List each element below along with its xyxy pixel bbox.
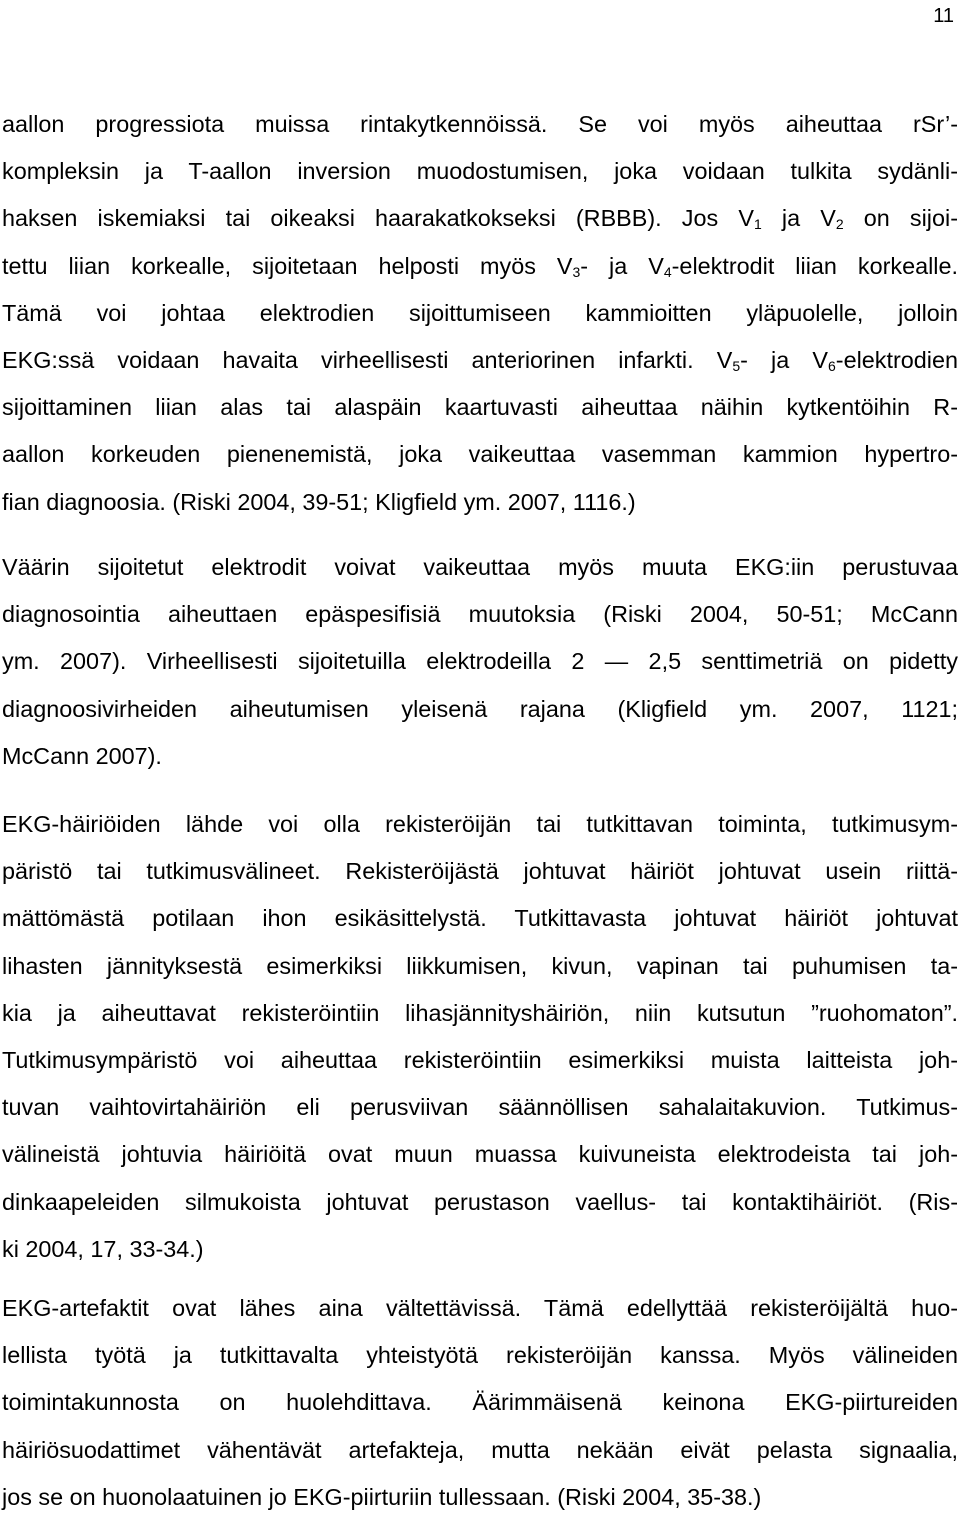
text-line: diagnoosivirheiden aiheutumisen yleisenä rajana (Kligfield ym. 2007, 1121; <box>2 695 958 722</box>
paragraph-3 <box>2 801 958 1273</box>
text-line: fian diagnoosia. (Riski 2004, 39-51; Kligfield ym. 2007, 1116.) <box>2 488 636 515</box>
text-line: lellista työtä ja tutkittavalta yhteistyötä rekisteröijän kanssa. Myös välineiden <box>2 1342 958 1369</box>
text-line: ki 2004, 17, 33-34.) <box>2 1235 204 1262</box>
text-line <box>2 337 958 384</box>
page-number: 11 <box>933 5 954 27</box>
text-segment: ja V <box>761 205 836 232</box>
text-line <box>2 243 958 290</box>
paragraph-1 <box>2 101 958 526</box>
text-line: päristö tai tutkimusvälineet. Rekisteröijästä johtuvat häiriöt johtuvat usein riittä- <box>2 858 958 885</box>
text-line: EKG-häiriöiden lähde voi olla rekisteröijän tai tutkittavan toiminta, tutkimusym- <box>2 811 958 837</box>
text-line <box>2 195 958 242</box>
text-line: kia ja aiheuttavat rekisteröintiin lihasjännityshäiriön, niin kutsutun ”ruohomaton”. <box>2 999 958 1026</box>
text-line: mättömästä potilaan ihon esikäsittelystä. Tutkittavasta johtuvat häiriöt johtuvat <box>2 905 958 932</box>
text-line: tuvan vaihtovirtahäiriön eli perusviivan säännöllisen sahalaitakuvion. Tutkimus- <box>2 1094 958 1121</box>
text-line: diagnosointia aiheuttaen epäspesifisiä muutoksia (Riski 2004, 50-51; McCann <box>2 601 958 628</box>
text-line: ym. 2007). Virheellisesti sijoitetuilla elektrodeilla 2 — 2,5 senttimetriä on pidetty <box>2 648 958 675</box>
text-segment: - ja V <box>740 346 828 373</box>
subscript: 3 <box>572 263 581 280</box>
text-line: aallon korkeuden pienenemistä, joka vaikeuttaa vasemman kammion hypertro- <box>2 441 958 468</box>
text-line: kompleksin ja T-aallon inversion muodostumisen, joka voidaan tulkita sydänli- <box>2 158 958 185</box>
text-segment: tettu liian korkealle, sijoitetaan helposti myös V <box>2 252 573 279</box>
text-segment: haksen iskemiaksi tai oikeaksi haarakatkokseksi (RBBB). Jos V <box>2 205 754 232</box>
subscript: 5 <box>732 357 741 374</box>
text-segment: - ja V <box>580 252 664 279</box>
paragraph-2 <box>2 544 958 780</box>
text-line: aallon progressiota muissa rintakytkennöissä. Se voi myös aiheuttaa rSr’- <box>2 111 958 137</box>
text-line: toimintakunnosta on huolehdittava. Äärimmäisenä keinona EKG-piirtureiden <box>2 1389 958 1416</box>
paragraph-4 <box>2 1285 958 1521</box>
text-line: dinkaapeleiden silmukoista johtuvat perustason vaellus- tai kontaktihäiriöt. (Ris- <box>2 1188 958 1215</box>
subscript: 4 <box>663 263 672 280</box>
text-line: McCann 2007). <box>2 742 162 769</box>
text-segment: EKG:ssä voidaan havaita virheellisesti anteriorinen infarkti. V <box>2 346 733 373</box>
text-segment: -elektrodit liian korkealle. <box>671 252 958 279</box>
subscript: 6 <box>827 357 836 374</box>
text-segment: on sijoi- <box>843 205 958 232</box>
text-line: Väärin sijoitetut elektrodit voivat vaikeuttaa myös muuta EKG:iin perustuvaa <box>2 554 958 580</box>
subscript: 1 <box>753 216 762 233</box>
text-line: välineistä johtuvia häiriöitä ovat muun muassa kuivuneista elektrodeista tai joh- <box>2 1141 958 1168</box>
text-line: häiriösuodattimet vähentävät artefakteja, mutta nekään eivät pelasta signaalia, <box>2 1436 958 1463</box>
text-line: EKG-artefaktit ovat lähes aina vältettävissä. Tämä edellyttää rekisteröijältä huo- <box>2 1295 958 1321</box>
text-line: jos se on huonolaatuinen jo EKG-piirturiin tullessaan. (Riski 2004, 35-38.) <box>2 1483 762 1510</box>
text-line: lihasten jännityksestä esimerkiksi liikkumisen, kivun, vapinan tai puhumisen ta- <box>2 952 958 979</box>
text-line: Tutkimusympäristö voi aiheuttaa rekisteröintiin esimerkiksi muista laitteista joh- <box>2 1046 958 1073</box>
text-segment: -elektrodien <box>835 346 958 373</box>
text-line: sijoittaminen liian alas tai alaspäin kaartuvasti aiheuttaa näihin kytkentöihin R- <box>2 394 958 421</box>
text-line: Tämä voi johtaa elektrodien sijoittumiseen kammioitten yläpuolelle, jolloin <box>2 299 958 326</box>
subscript: 2 <box>835 216 844 233</box>
